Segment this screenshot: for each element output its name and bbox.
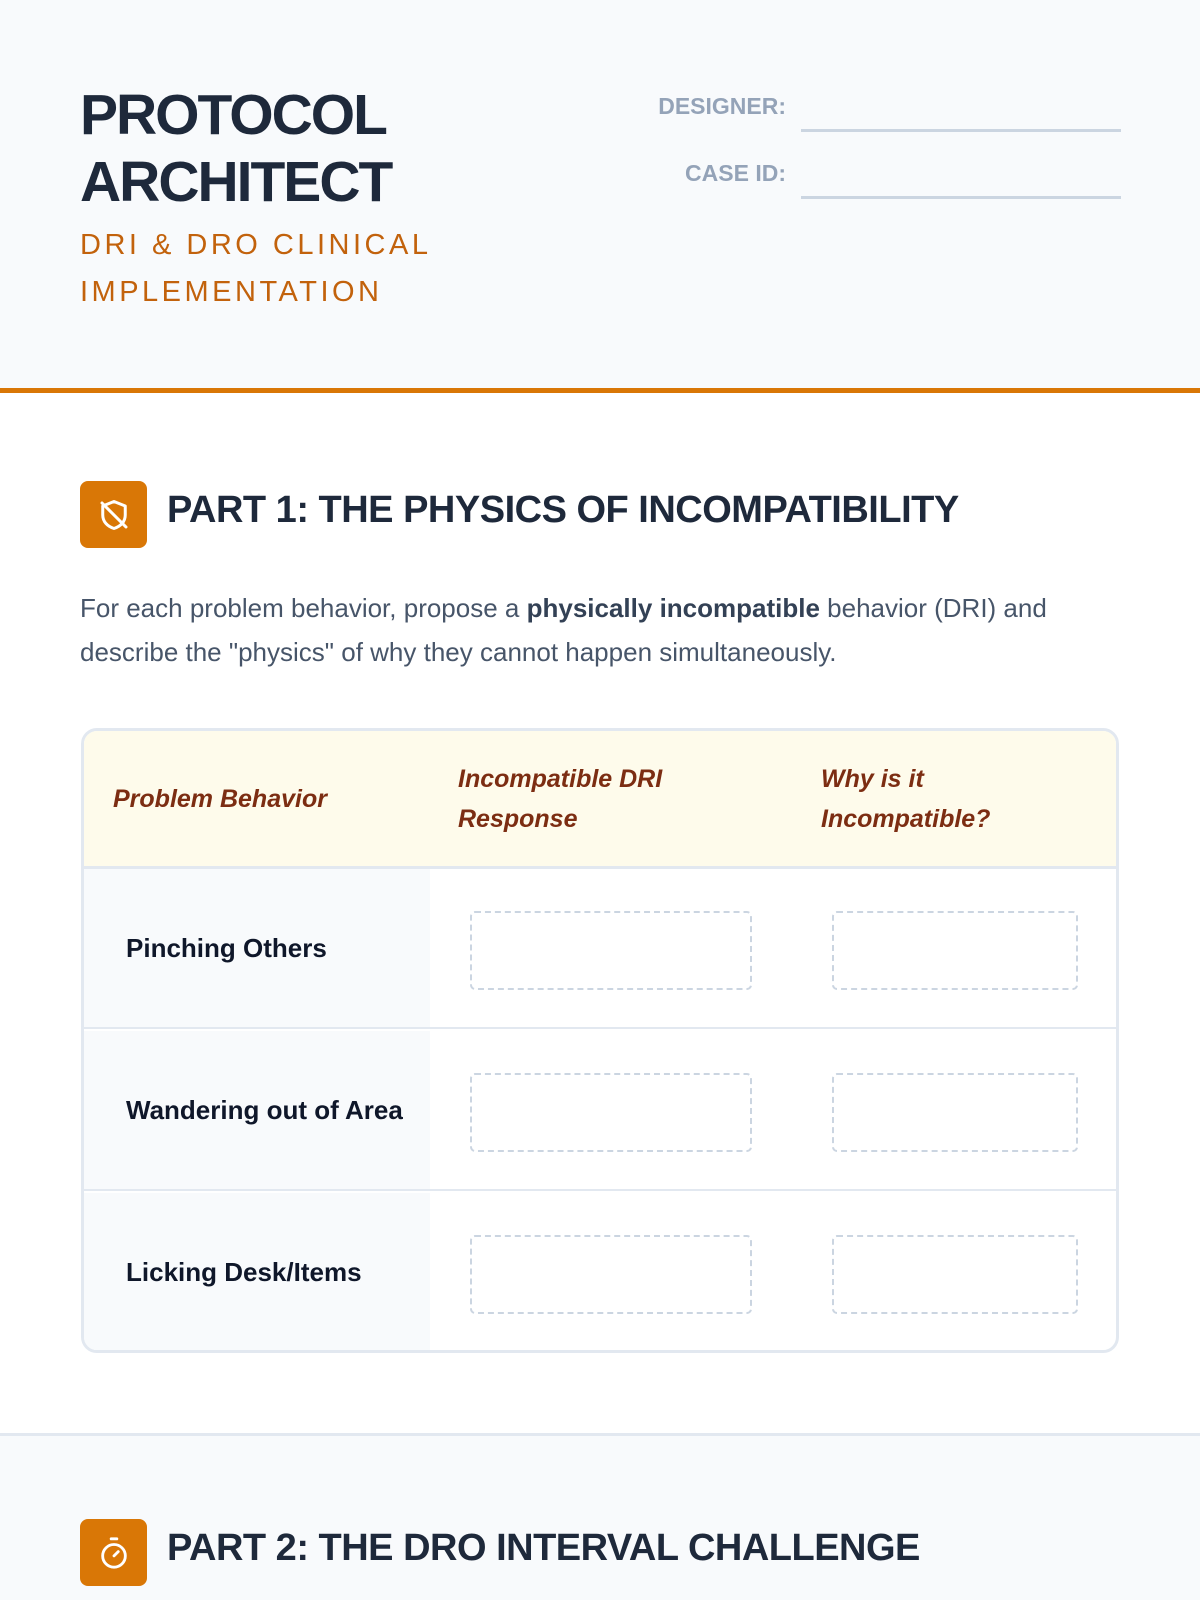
dri-response-input[interactable] <box>470 1235 752 1314</box>
table-row <box>84 1031 1116 1191</box>
dri-table <box>81 728 1119 1353</box>
intro-text-end: behavior (DRI) and describe the "physics" of why they cannot happen simultaneously. <box>80 593 1047 667</box>
title-line-1: PROTOCOL <box>80 83 386 147</box>
incompatibility-reason-input[interactable] <box>832 1073 1078 1152</box>
case-id-label: CASE ID: <box>685 160 786 186</box>
worksheet-title <box>80 82 391 216</box>
part-1-instructions <box>80 586 1130 674</box>
intro-text-start: For each problem behavior, propose a <box>80 593 527 623</box>
part-2-title: PART 2: THE DRO INTERVAL CHALLENGE <box>167 1527 920 1569</box>
title-line-2: ARCHITECT <box>80 150 392 214</box>
incompatibility-reason-input[interactable] <box>832 1235 1078 1314</box>
timer-icon <box>80 1519 147 1586</box>
column-header-problem: Problem Behavior <box>113 785 327 813</box>
dri-response-input[interactable] <box>470 911 752 990</box>
worksheet-header <box>0 0 1200 393</box>
column-header-dri: Incompatible DRI Response <box>458 765 663 833</box>
designer-label: DESIGNER: <box>658 93 786 119</box>
worksheet-subtitle: DRI & DRO CLINICAL IMPLEMENTATION <box>80 229 431 308</box>
table-header <box>84 731 1116 869</box>
incompatibility-reason-input[interactable] <box>832 911 1078 990</box>
problem-behavior-cell: Wandering out of Area <box>84 1031 430 1189</box>
table-row <box>84 1193 1116 1350</box>
part-2-section <box>0 1433 1200 1600</box>
problem-behavior-cell: Pinching Others <box>84 869 430 1027</box>
table-row <box>84 869 1116 1029</box>
intro-emphasis: physically incompatible <box>526 593 820 623</box>
case-id-field[interactable] <box>801 196 1121 199</box>
part-1-title: PART 1: THE PHYSICS OF INCOMPATIBILITY <box>167 489 959 531</box>
dri-response-input[interactable] <box>470 1073 752 1152</box>
problem-behavior-cell: Licking Desk/Items <box>84 1193 430 1350</box>
shield-off-icon <box>80 481 147 548</box>
designer-field[interactable] <box>801 129 1121 132</box>
column-header-why: Why is it Incompatible? <box>821 765 991 833</box>
